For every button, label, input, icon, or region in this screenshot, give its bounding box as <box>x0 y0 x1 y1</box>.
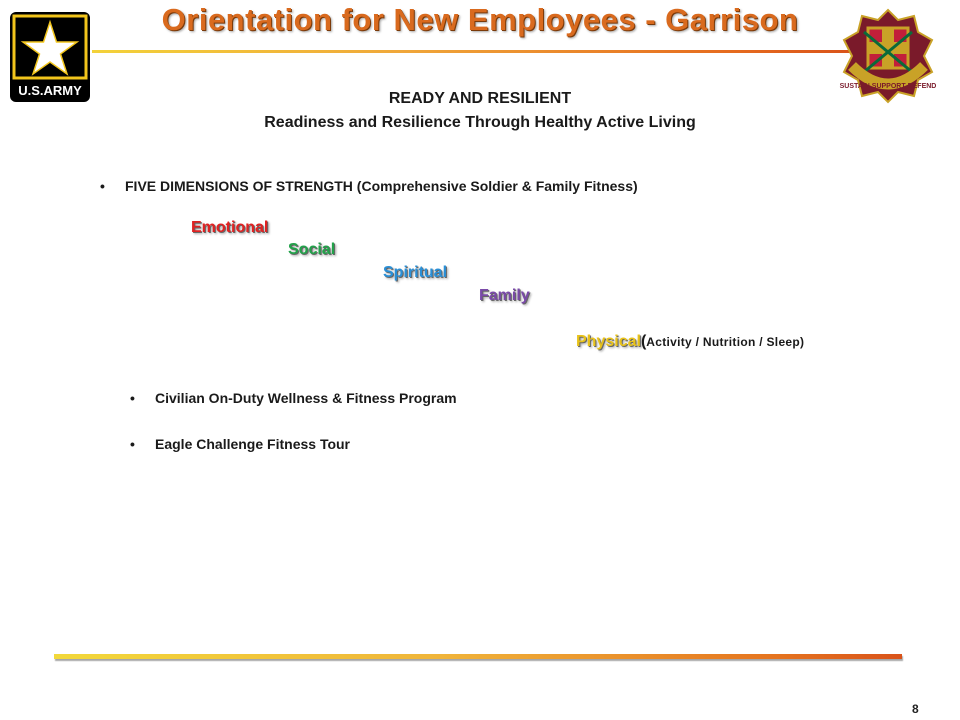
footer-rule <box>54 654 902 659</box>
dimension-physical-line <box>576 333 804 351</box>
slide-subheading: Readiness and Resilience Through Healthy Active Living <box>264 114 696 131</box>
bullet-icon: • <box>100 178 105 194</box>
dimension-family: Family <box>479 287 530 304</box>
physical-paren: ( <box>640 333 647 350</box>
main-bullet-text: FIVE DIMENSIONS OF STRENGTH (Comprehensive Soldier & Family Fitness) <box>125 178 638 194</box>
dimension-spiritual: Spiritual <box>383 264 448 281</box>
title-underline <box>92 50 852 53</box>
slide-heading: READY AND RESILIENT <box>388 90 572 107</box>
list-item <box>130 436 350 452</box>
us-army-logo <box>10 12 90 102</box>
seal-text: SUSTAIN SUPPORT DEFEND <box>839 83 937 90</box>
dimension-social: Social <box>288 241 336 258</box>
list-item <box>130 390 457 406</box>
dimension-physical: Physical <box>576 333 641 350</box>
dimension-emotional: Emotional <box>191 219 269 236</box>
physical-detail: Activity / Nutrition / Sleep) <box>646 335 805 349</box>
list-item-text: Civilian On-Duty Wellness & Fitness Program <box>155 390 457 406</box>
page-number: 8 <box>912 702 919 716</box>
main-bullet <box>100 178 638 194</box>
logo-text: U.S.ARMY <box>18 83 82 98</box>
page-title: Orientation for New Employees - Garrison <box>161 2 799 37</box>
bullet-icon: • <box>130 390 135 406</box>
bullet-icon: • <box>130 436 135 452</box>
list-item-text: Eagle Challenge Fitness Tour <box>155 436 351 452</box>
